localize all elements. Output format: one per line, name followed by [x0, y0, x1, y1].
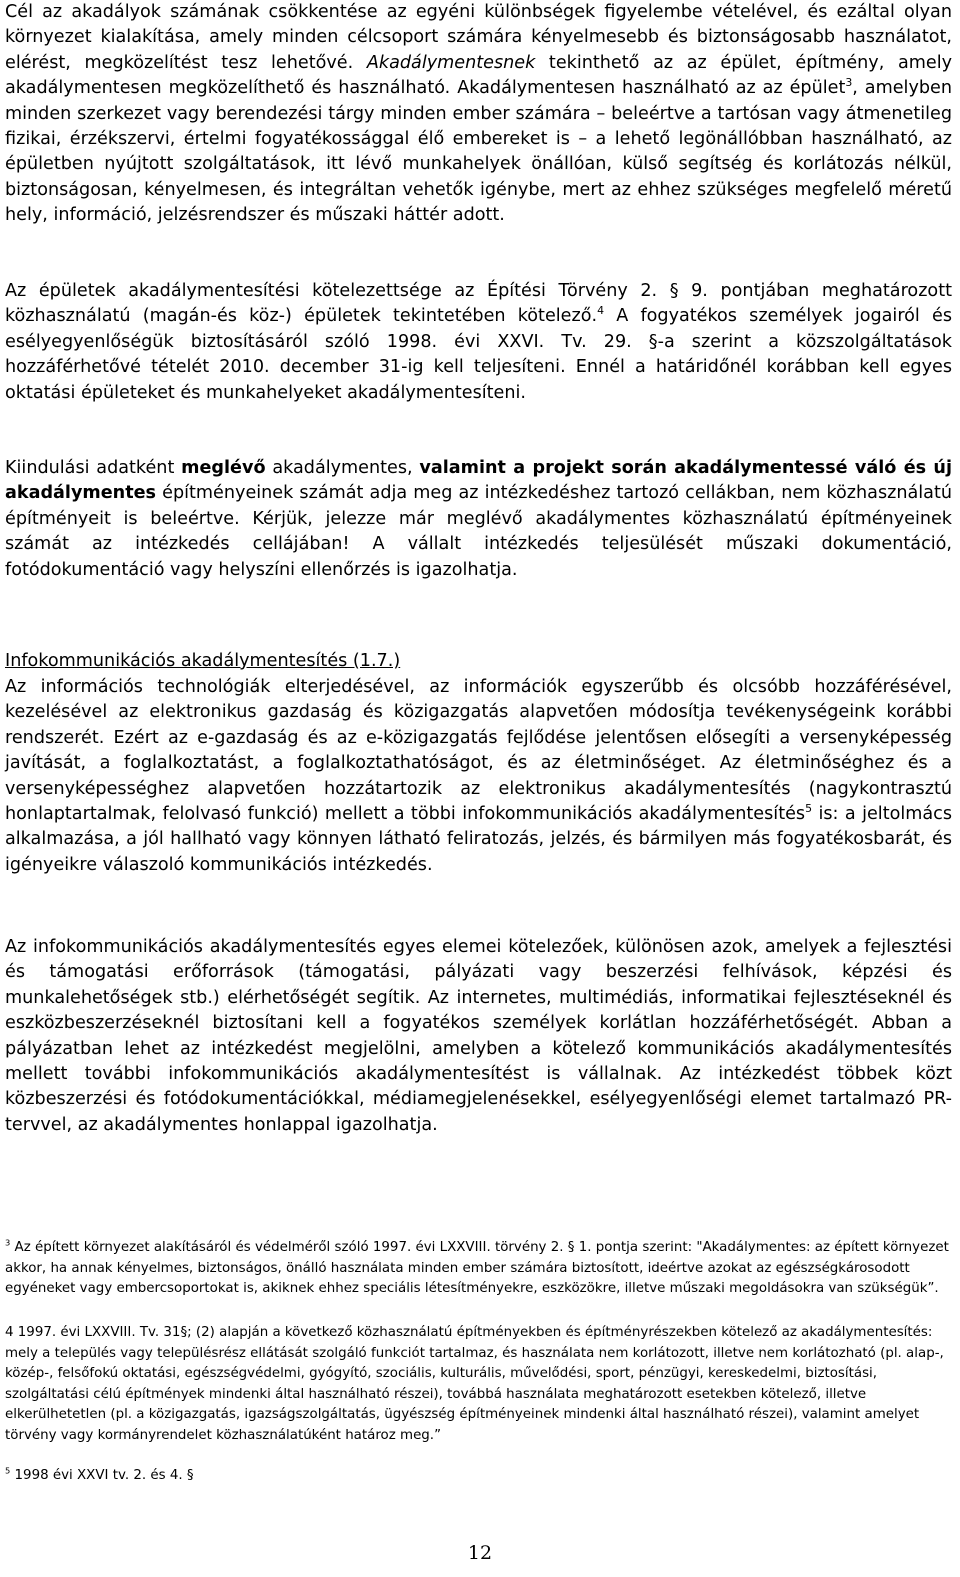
p3-bold-1: meglévő [181, 458, 266, 478]
paragraph-infocomm-intro [5, 675, 952, 878]
footnote-ref-3[interactable]: 3 [845, 76, 853, 90]
footnote-ref-4[interactable]: 4 [597, 304, 605, 318]
p3-bold-2: valamint a projekt során akadálymentessé váló és új akadálymentes [5, 458, 952, 504]
footnote-5-number: 5 [5, 1465, 11, 1476]
p2-text-2: A fogyatékos személyek jogairól és esélyegyenlőségük biztosításáról szóló 1998. évi XXVI. Tv. 29. §-a szerint a közszolgáltatások hozzáférhetővé tételét 2010. december 31-ig kell teljesíteni. Ennél a határidőnél korábban kell egyes oktatási épületeket és munkahelyeket akadálymentesíteni. [5, 306, 952, 403]
footnote-3-number: 3 [5, 1237, 11, 1248]
paragraph-definition [5, 0, 952, 229]
footnote-ref-5[interactable]: 5 [805, 802, 813, 816]
footnote-4: 4 1997. évi LXXVIII. Tv. 31§; (2) alapján a következő közhasználatú építményekben és építményrészekben kötelező az akadálymentesítés: mely a település vagy településrész ellátását szolgáló funkciót tartalmaz, és használata nem korlátozott, illetve nem korlátozható (pl. alap-, közép-, felsőfokú oktatási, egészségvédelmi, gyógyító, szociális, kulturális, művelődési, sport, pénzügyi, kereskedelmi, biztosítási, szolgáltatási célú építmények mindenki által használható részei), továbbá használata meghatározott esetekben kötelező, illetve elkerülhetetlen (pl. a közigazgatás, igazságszolgáltatás, ügyészség építményeinek mindenki által használható részei), valamint amelyet törvény vagy kormányrendelet közhasználatúként határoz meg.” [5, 1325, 944, 1443]
page-number: 12 [467, 1542, 493, 1564]
paragraph-baseline-data [5, 456, 952, 583]
p3-text-2: akadálymentes, [265, 458, 420, 478]
p1-text-1: Cél az akadályok számának csökkentése az egyéni különbségek figyelembe vételével, és ezáltal olyan környezet kialakítása, amely minden célcsoport számára kényelmesebb és biztonságosabb használatot, elérést, megközelítést tesz lehetővé. [5, 2, 952, 73]
footnote-5-text: 1998 évi XXVI tv. 2. és 4. § [10, 1468, 194, 1483]
p4-text-2: is: a jeltolmács alkalmazása, a jól hallható vagy könnyen látható feliratozás, jelzés, és bármilyen más fogyatékosbarát, és igényeikre válaszoló kommunikációs intézkedés. [5, 804, 953, 875]
footnote-3 [5, 1238, 952, 1300]
footnote-5 [5, 1466, 952, 1487]
p2-text-1: Az épületek akadálymentesítési kötelezettsége az Építési Törvény 2. § 9. pontjában meghatározott közhasználatú (magán-és köz-) épületek tekintetében kötelező. [5, 281, 952, 327]
p1-italic-term: Akadálymentesnek [366, 52, 536, 73]
section-heading: Infokommunikációs akadálymentesítés (1.7.) [5, 651, 401, 671]
p4-text-1: Az információs technológiák elterjedésével, az információk egyszerűbb és olcsóbb hozzáférésével, kezelésével az elektronikus gazdaság és közigazgatás alapvetően módosítja tevékenységeink korábbi rendszerét. Ezért az e-gazdaság és az e-közigazgatás fejlődése jelentősen elősegíti a versenyképesség javítását, a foglalkoztatást, a foglalkoztathatóságot, és az életminőséget. Az életminőséghez és a versenyképességhez alapvetően hozzátartozik az elektronikus akadálymentesítés (nagykontrasztú honlaptartalmak, felolvasó funkció) mellett a többi infokommunikációs akadálymentesítés [5, 677, 952, 825]
footnote-3-text: Az épített környezet alakításáról és védelméről szóló 1997. évi LXXVIII. törvény 2. § 1. pontja szerint: "Akadálymentes: az épített környezet akkor, ha annak kényelmes, biztonságos, önálló használata minden ember számára biztosított, ideértve azokat az egészségkárosodott egyéneket vagy embercsoportokat is, akiknek ehhez speciális létesítményekre, eszközökre, illetve műszaki megoldásokra van szükségük”. [5, 1240, 949, 1297]
p3-text-1: Kiindulási adatként [5, 458, 182, 478]
p3-text-3: építményeinek számát adja meg az intézkedéshez tartozó cellákban, nem közhasználatú építményeit is beleértve. Kérjük, jelezze már meglévő akadálymentes közhasználatú építményeinek számát az intézkedés cellájában! A vállalt intézkedés teljesülését műszaki dokumentáció, fotódokumentáció vagy helyszíni ellenőrzés is igazolhatja. [5, 483, 952, 580]
p1-text-3: , amelyben minden szerkezet vagy berendezési tárgy minden ember számára – beleértve a tartósan vagy átmenetileg fizikai, érzékszervi, értelmi fogyatékossággal élő embereket is – a lehető legönállóbban használható, az épületben nyújtott szolgáltatások, itt lévő munkahelyek önállóan, külső segítség és korlátozás nélkül, biztonságosan, kényelmesen, és integráltan vehetők igénybe, mert az ehhez szükséges megfelelő méretű hely, információ, jelzésrendszer és műszaki háttér adott. [5, 78, 952, 226]
paragraph-obligation [5, 279, 952, 406]
p1-text-2: tekinthető az az épület, építmény, amely akadálymentesen megközelíthető és használható. Akadálymentesen használható az az épület [5, 52, 952, 99]
paragraph-infocomm-elements: Az infokommunikációs akadálymentesítés egyes elemei kötelezőek, különösen azok, amelyek a fejlesztési és támogatási erőforrások (támogatási, pályázati vagy beszerzési felhívások, képzési és munkalehetőségek stb.) elérhetőségét segítik. Az internetes, multimédiás, informatikai fejlesztéseknél és eszközbeszerzéseknél biztosítani kell a fogyatékos személyek korlátlan hozzáférhetőségét. Abban a pályázatban lehet az intézkedést megjelölni, amelyben a kötelező kommunikációs akadálymentesítés mellett további infokommunikációs akadálymentesítést is vállalnak. Az intézkedést többek közt közbeszerzési és fotódokumentációkkal, médiamegjelenésekkel, esélyegyenlőségi elemet tartalmazó PR-tervvel, az akadálymentes honlappal igazolhatja. [5, 937, 952, 1135]
